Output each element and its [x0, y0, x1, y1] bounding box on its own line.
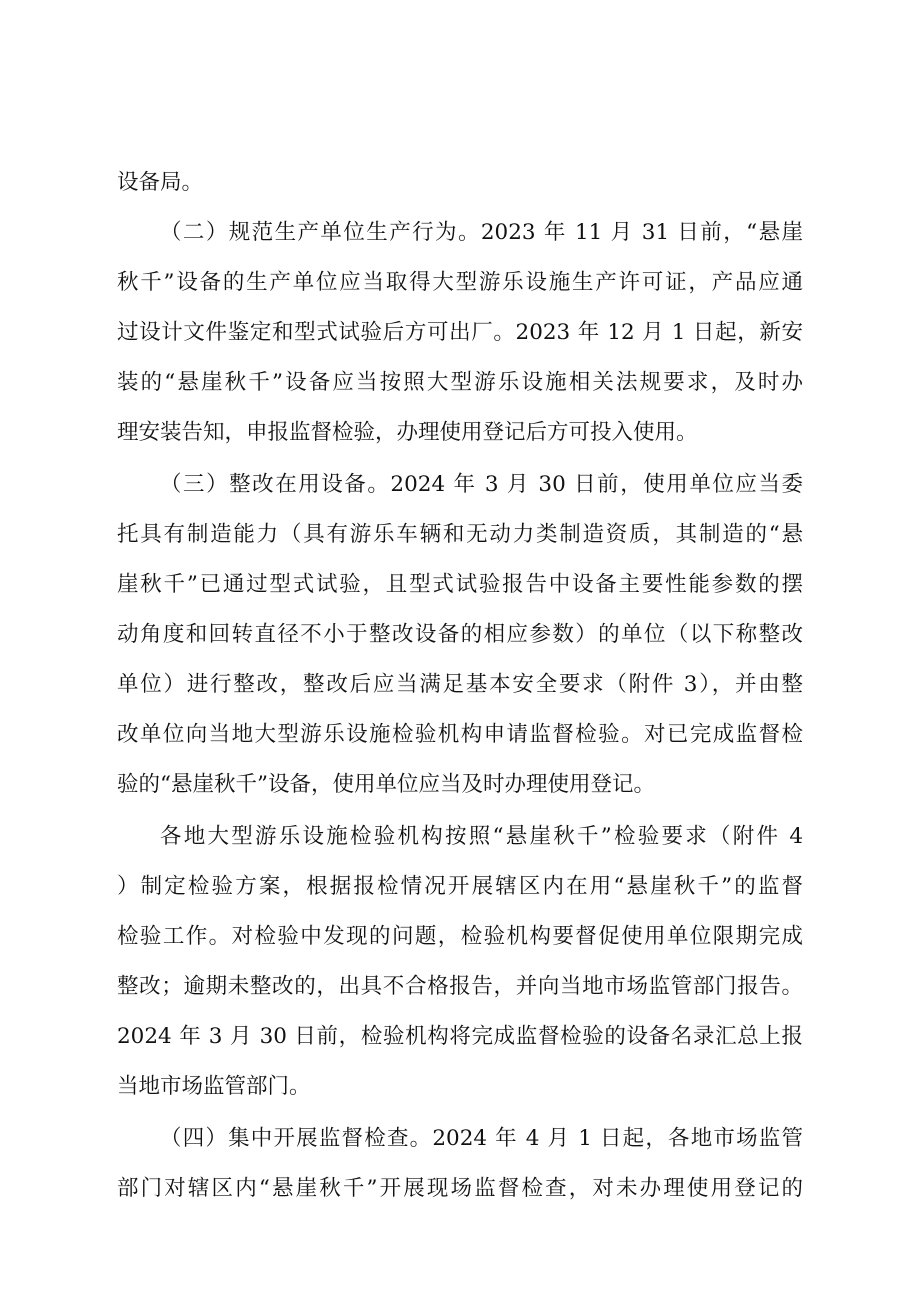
- text-line: 理安装告知，申报监督检验，办理使用登记后方可投入使用。: [117, 420, 698, 445]
- text-line: （二）规范生产单位生产行为。2023 年 11 月 31 日前，“悬崖: [160, 220, 803, 245]
- text-line: 整改；逾期未整改的，出具不合格报告，并向当地市场监管部门报告。: [117, 974, 803, 999]
- text-line: 各地大型游乐设施检验机构按照“悬崖秋千”检验要求（附件 4: [160, 824, 803, 849]
- text-line: 验的“悬崖秋千”设备，使用单位应当及时办理使用登记。: [117, 772, 655, 797]
- text-line: 部门对辖区内“悬崖秋千”开展现场监督检查，对未办理使用登记的: [117, 1176, 803, 1201]
- text-line: 设备局。: [117, 170, 204, 195]
- text-line: 装的“悬崖秋千”设备应当按照大型游乐设施相关法规要求，及时办: [117, 370, 803, 395]
- text-line: 托具有制造能力（具有游乐车辆和无动力类制造资质，其制造的“悬: [117, 522, 803, 547]
- text-line: ）制定检验方案，根据报检情况开展辖区内在用“悬崖秋千”的监督: [117, 874, 803, 899]
- text-line: 动角度和回转直径不小于整改设备的相应参数）的单位（以下称整改: [117, 622, 803, 647]
- text-line: 改单位向当地大型游乐设施检验机构申请监督检验。对已完成监督检: [117, 722, 803, 747]
- text-line: （三）整改在用设备。2024 年 3 月 30 日前，使用单位应当委: [160, 472, 803, 497]
- text-line: 崖秋千”已通过型式试验，且型式试验报告中设备主要性能参数的摆: [117, 572, 803, 597]
- text-line: 检验工作。对检验中发现的问题，检验机构要督促使用单位限期完成: [117, 924, 803, 949]
- text-line: 2024 年 3 月 30 日前，检验机构将完成监督检验的设备名录汇总上报: [117, 1024, 803, 1049]
- text-line: 过设计文件鉴定和型式试验后方可出厂。2023 年 12 月 1 日起，新安: [117, 320, 803, 345]
- text-line: 当地市场监管部门。: [117, 1074, 311, 1099]
- text-line: （四）集中开展监督检查。2024 年 4 月 1 日起，各地市场监管: [160, 1126, 803, 1151]
- text-line: 单位）进行整改，整改后应当满足基本安全要求（附件 3），并由整: [117, 672, 803, 697]
- text-line: 秋千”设备的生产单位应当取得大型游乐设施生产许可证，产品应通: [117, 270, 803, 295]
